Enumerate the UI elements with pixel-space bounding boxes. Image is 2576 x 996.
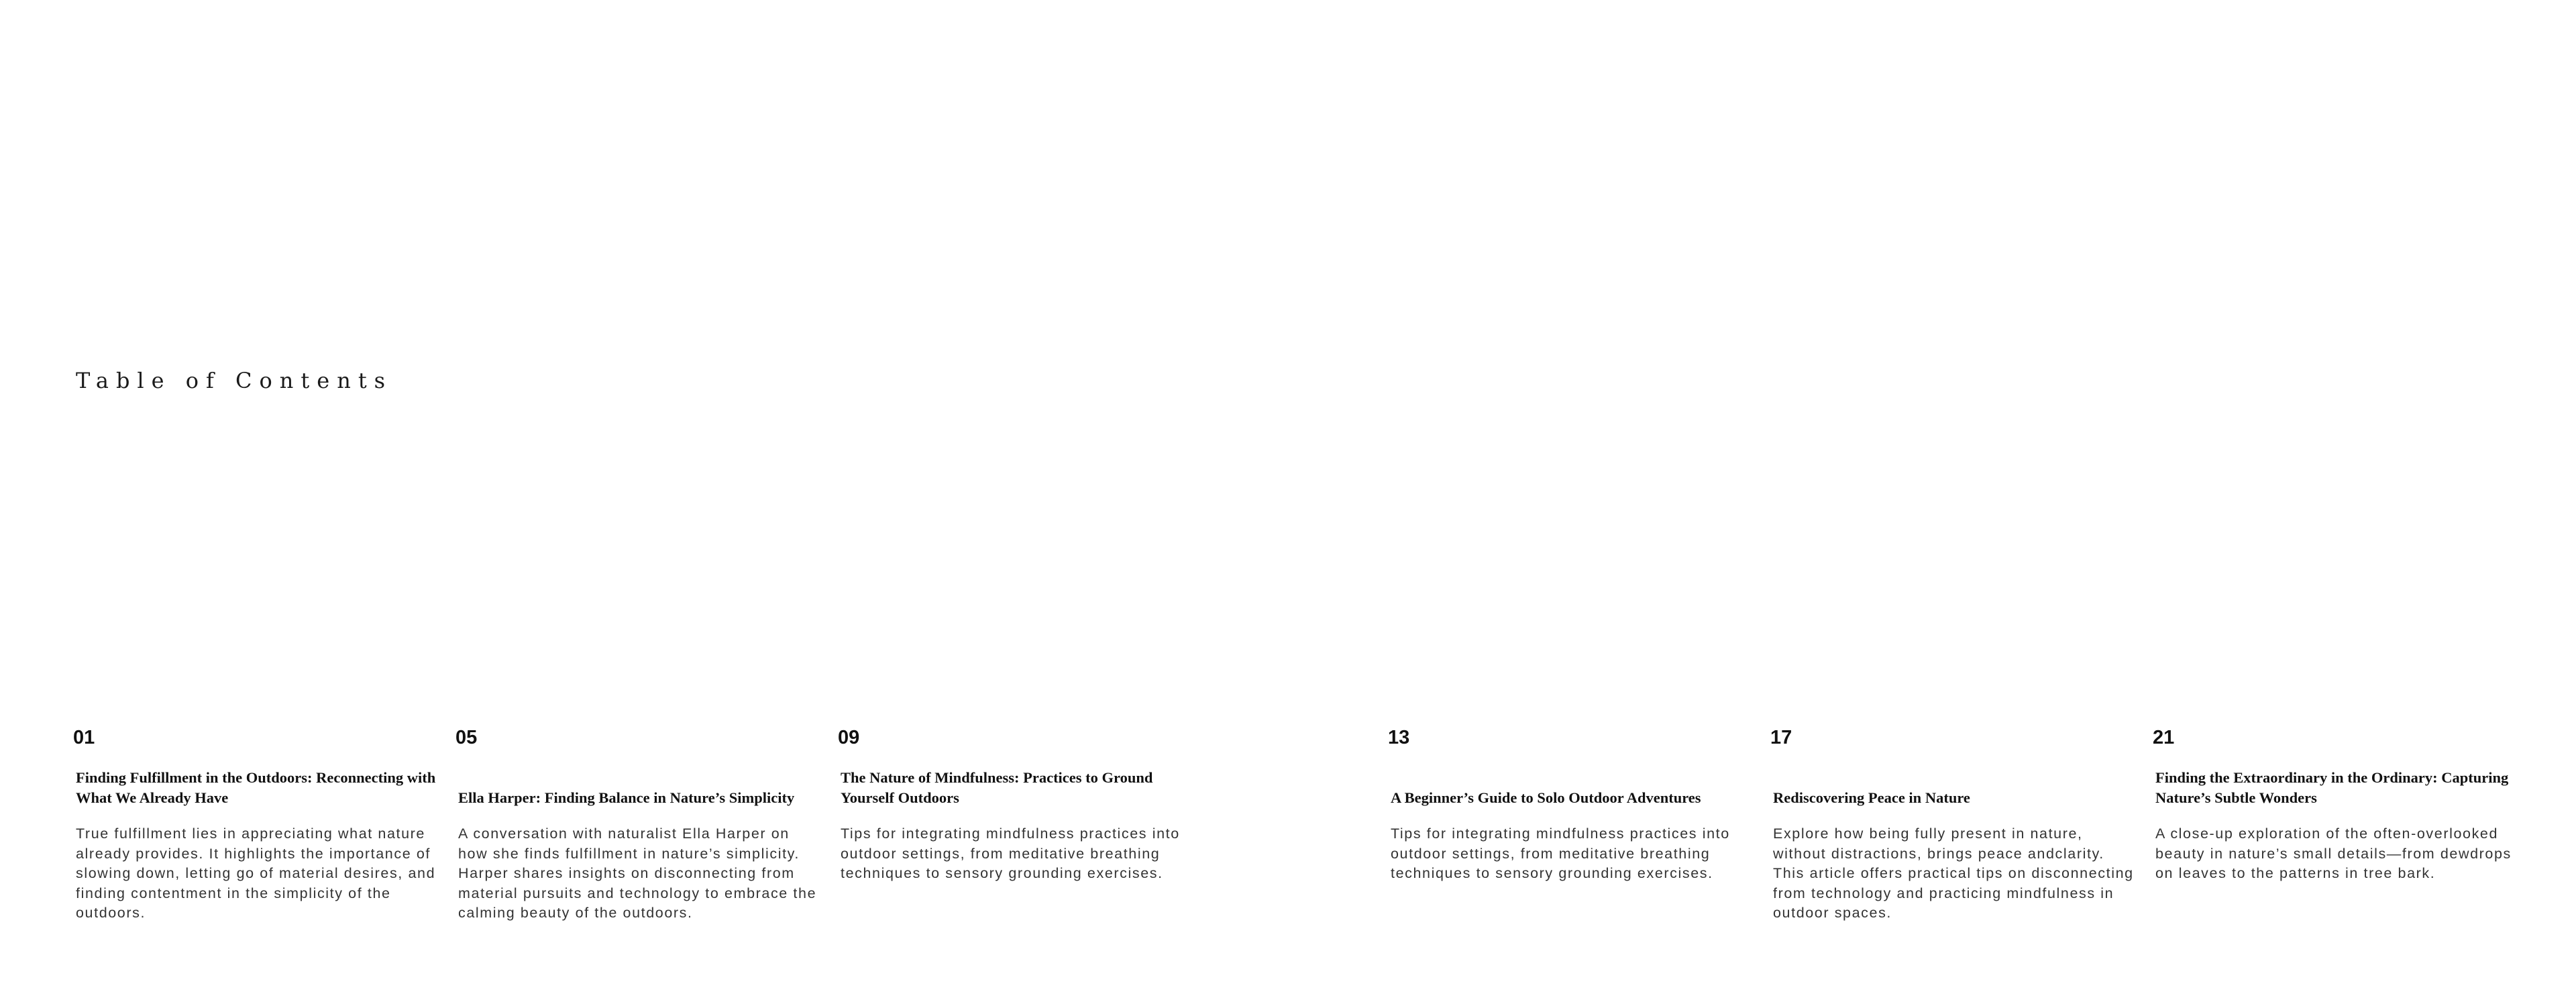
entry-title-container [458, 765, 820, 808]
entry-title-container [1391, 765, 1753, 808]
toc-entry[interactable] [455, 724, 820, 921]
entry-description: Explore how being fully present in nature, without distractions, brings peace andclarity. This article offers practical tips on disconnecting from technology and practicing mindfulness in outdoor spaces. [1773, 826, 2134, 921]
toc-entry[interactable] [73, 724, 438, 921]
page-number: 09 [838, 727, 860, 748]
entry-title[interactable]: Finding the Extraordinary in the Ordinary: Capturing Nature’s Subtle Wonders [2155, 769, 2509, 806]
entry-title[interactable]: A Beginner’s Guide to Solo Outdoor Adventures [1391, 789, 1701, 806]
entry-description: Tips for integrating mindfulness practices into outdoor settings, from meditative breathing techniques to sensory grounding exercises. [1391, 826, 1730, 881]
entry-title-container [1773, 765, 2135, 808]
toc-entry[interactable] [1770, 724, 2135, 921]
toc-entry[interactable] [2153, 724, 2518, 881]
entry-title-container [76, 765, 438, 808]
toc-entry[interactable] [1388, 724, 1753, 881]
entry-description: A close-up exploration of the often-overlooked beauty in nature’s small details—from dewdrops on leaves to the patterns in tree bark. [2155, 826, 2512, 881]
page-number: 17 [1770, 727, 1792, 748]
entry-description: Tips for integrating mindfulness practices into outdoor settings, from meditative breathing techniques to sensory grounding exercises. [841, 826, 1180, 881]
page-number: 13 [1388, 727, 1410, 748]
entry-title-container [841, 765, 1203, 808]
entry-title[interactable]: Finding Fulfillment in the Outdoors: Reconnecting with What We Already Have [76, 769, 436, 806]
entry-title[interactable]: Rediscovering Peace in Nature [1773, 789, 1970, 806]
entry-description: True fulfillment lies in appreciating what nature already provides. It highlights the importance of slowing down, letting go of material desires, and finding contentment in the simplicity of the outdoors. [76, 826, 436, 921]
page-title: Table of Contents [76, 368, 393, 393]
entry-title-container [2155, 765, 2518, 808]
entry-description: A conversation with naturalist Ella Harper on how she finds fulfillment in nature’s simplicity. Harper shares insights on disconnecting from material pursuits and technology to embrace the calming beauty of the outdoors. [458, 826, 817, 921]
page-number: 21 [2153, 727, 2175, 748]
page-number: 01 [73, 727, 95, 748]
entry-title[interactable]: Ella Harper: Finding Balance in Nature’s Simplicity [458, 789, 795, 806]
entry-title[interactable]: The Nature of Mindfulness: Practices to Ground Yourself Outdoors [841, 769, 1153, 806]
page-number: 05 [455, 727, 478, 748]
toc-entry[interactable] [838, 724, 1203, 881]
